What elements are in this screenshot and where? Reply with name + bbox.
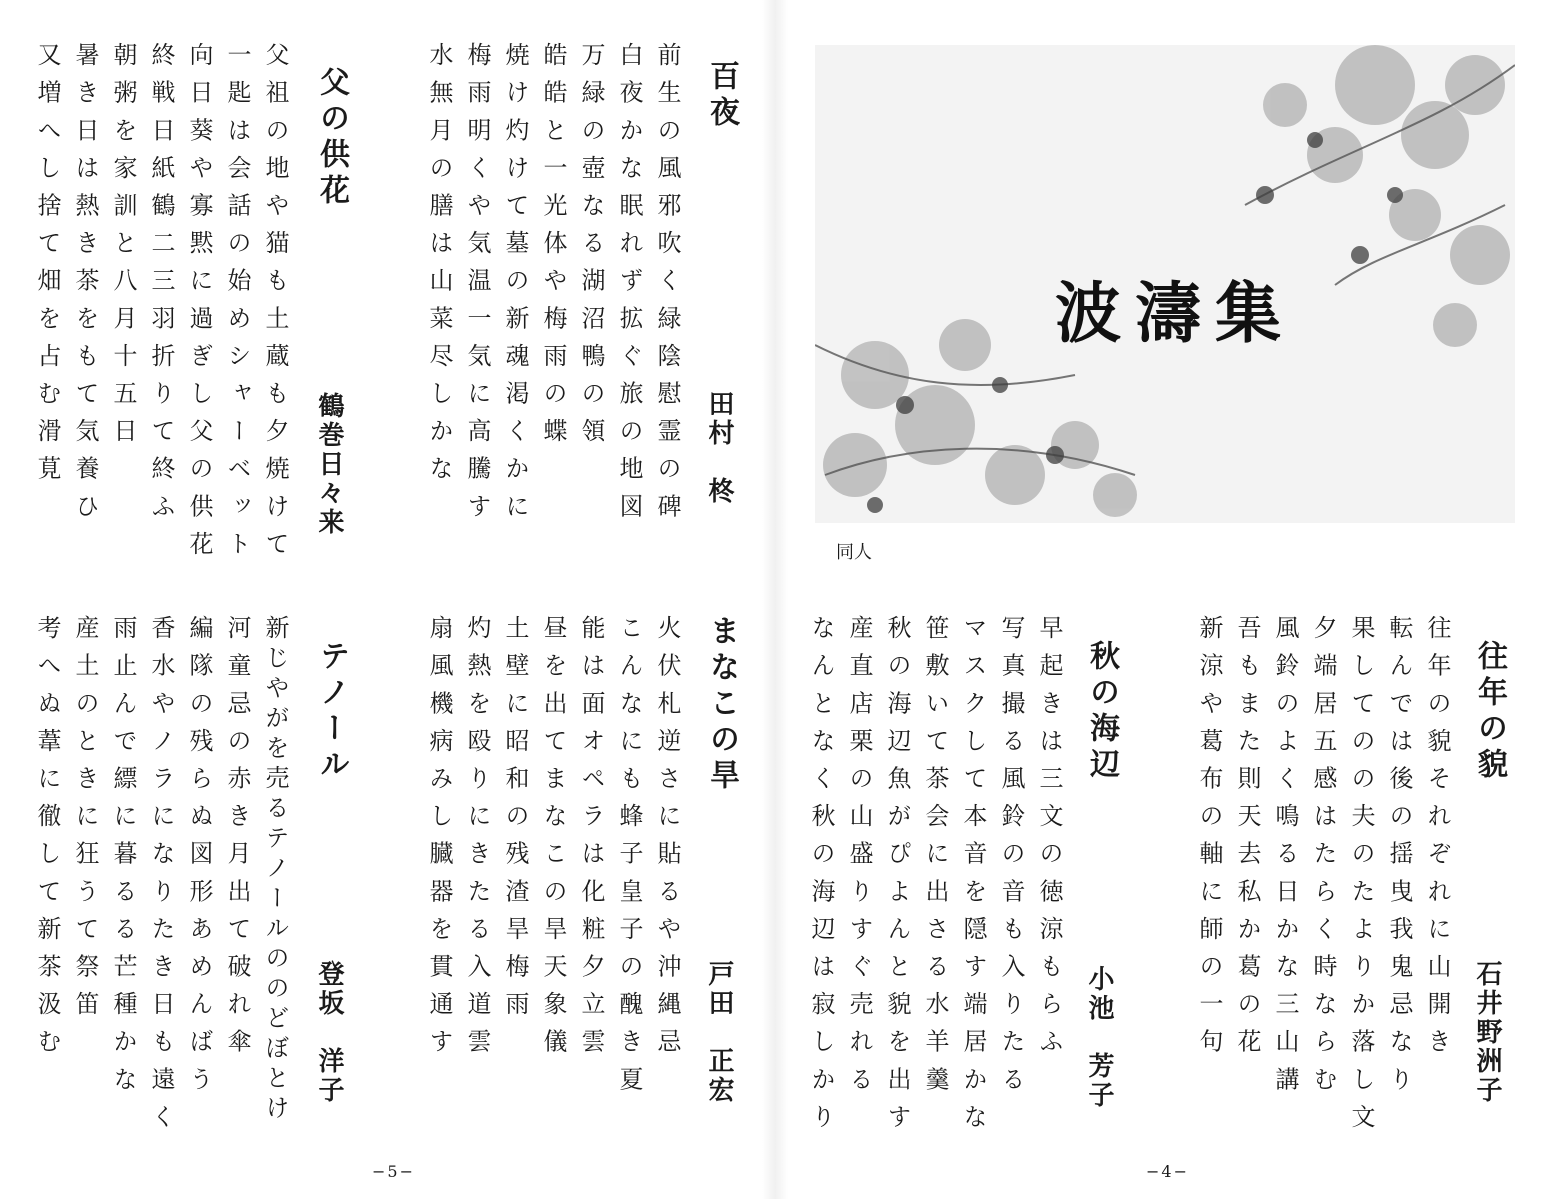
- verse-line: 秋の海辺魚がぴよんと貌を出す: [883, 615, 911, 1142]
- verse-line: 産直店栗の山盛りすぐ売れる: [845, 615, 873, 1104]
- poem-author: 田村 柊: [704, 390, 734, 506]
- verse-line: 扇風機病みし臓器を貫通す: [425, 615, 453, 1067]
- verse-line: 果してのの夫のたよりか落し文: [1347, 615, 1375, 1142]
- verse-line: 新じやがを売るテノールののどぼとけ: [261, 615, 289, 1125]
- verse-line: 早起きは三文の徳涼もらふ: [1035, 615, 1063, 1067]
- verse-line: 水無月の膳は山菜尽しかな: [425, 42, 453, 494]
- verse-line: 転んでは後の揺曳我鬼忌なり: [1385, 615, 1413, 1104]
- verse-line: 往年の貌それぞれに山開き: [1423, 615, 1451, 1067]
- verse-line: 皓皓と一光体や梅雨の蝶: [539, 42, 567, 456]
- verse-line: 昼を出てまなこの旱天象儀: [539, 615, 567, 1067]
- poem-author: 石井野洲子: [1472, 960, 1502, 1105]
- poem-author: 登坂 洋子: [314, 960, 344, 1105]
- poem-title: 往年の貌: [1472, 640, 1507, 784]
- verse-line: 新涼や葛布の軸に師の一句: [1195, 615, 1223, 1067]
- verse-line: 火伏札逆さに貼るや沖縄忌: [653, 615, 681, 1067]
- verse-line: 土壁に昭和の残渣旱梅雨: [501, 615, 529, 1029]
- verse-line: 白夜かな眠れず拡ぐ旅の地図: [615, 42, 643, 531]
- verse-line: なんとなく秋の海辺は寂しかり: [807, 615, 835, 1142]
- verse-line: 産土のときに狂うて祭笛: [71, 615, 99, 1029]
- page-number-right: −4−: [1146, 1162, 1189, 1181]
- poem-title: 百夜: [704, 60, 739, 132]
- page-gutter: [762, 0, 788, 1199]
- header-banner: [815, 45, 1515, 523]
- poem-title: テノール: [314, 640, 349, 784]
- verse-line: 梅雨明くや気温一気に高騰す: [463, 42, 491, 531]
- banner-title: 波濤集: [1055, 275, 1295, 352]
- verse-line: 考へぬ葦に徹して新茶汲む: [33, 615, 61, 1067]
- verse-line: 編隊の残らぬ図形あめんばう: [185, 615, 213, 1104]
- poem-author: 小池 芳子: [1084, 965, 1114, 1110]
- page-number-left: −5−: [372, 1162, 415, 1181]
- section-label: 同人: [836, 542, 872, 563]
- verse-line: 朝粥を家訓と八月十五日: [109, 42, 137, 456]
- verse-line: 写真撮る風鈴の音も入りたる: [997, 615, 1025, 1104]
- verse-line: 一匙は会話の始めシャーベット: [223, 42, 251, 569]
- verse-line: 終戦日紙鶴二三羽折りて終ふ: [147, 42, 175, 531]
- verse-line: 夕端居五感はたらく時ならむ: [1309, 615, 1337, 1104]
- poem-author: 鶴巻日々来: [314, 392, 344, 537]
- poem-title: 父の供花: [314, 66, 349, 210]
- verse-line: 香水やノラになりたき日も遠く: [147, 615, 175, 1142]
- verse-line: 前生の風邪吹く緑陰慰霊の碑: [653, 42, 681, 531]
- verse-line: 風鈴のよく鳴る日かな三山講: [1271, 615, 1299, 1104]
- verse-line: 焼け灼けて墓の新魂渇くかに: [501, 42, 529, 531]
- verse-line: 万緑の壺なる湖沼鴨の領: [577, 42, 605, 456]
- verse-line: 向日葵や寡黙に過ぎし父の供花: [185, 42, 213, 569]
- poem-title: 秋の海辺: [1084, 640, 1119, 784]
- verse-line: こんなにも蜂子皇子の醜き夏: [615, 615, 643, 1104]
- verse-line: 吾もまた則天去私か葛の花: [1233, 615, 1261, 1067]
- verse-line: マスクして本音を隠す端居かな: [959, 615, 987, 1142]
- verse-line: 灼熱を殴りにきたる入道雲: [463, 615, 491, 1067]
- verse-line: 笹敷いて茶会に出さる水羊羹: [921, 615, 949, 1104]
- verse-line: 暑き日は熱き茶をもて気養ひ: [71, 42, 99, 531]
- verse-line: 父祖の地や猫も土蔵も夕焼けて: [261, 42, 289, 569]
- verse-line: 雨止んで縹に暮るる芒種かな: [109, 615, 137, 1104]
- verse-line: 能は面オペラは化粧夕立雲: [577, 615, 605, 1067]
- poem-title: まなこの旱: [704, 615, 739, 795]
- verse-line: 河童忌の赤き月出て破れ傘: [223, 615, 251, 1067]
- verse-line: 又増へし捨て畑を占む滑莧: [33, 42, 61, 494]
- poem-author: 戸田 正宏: [704, 960, 734, 1105]
